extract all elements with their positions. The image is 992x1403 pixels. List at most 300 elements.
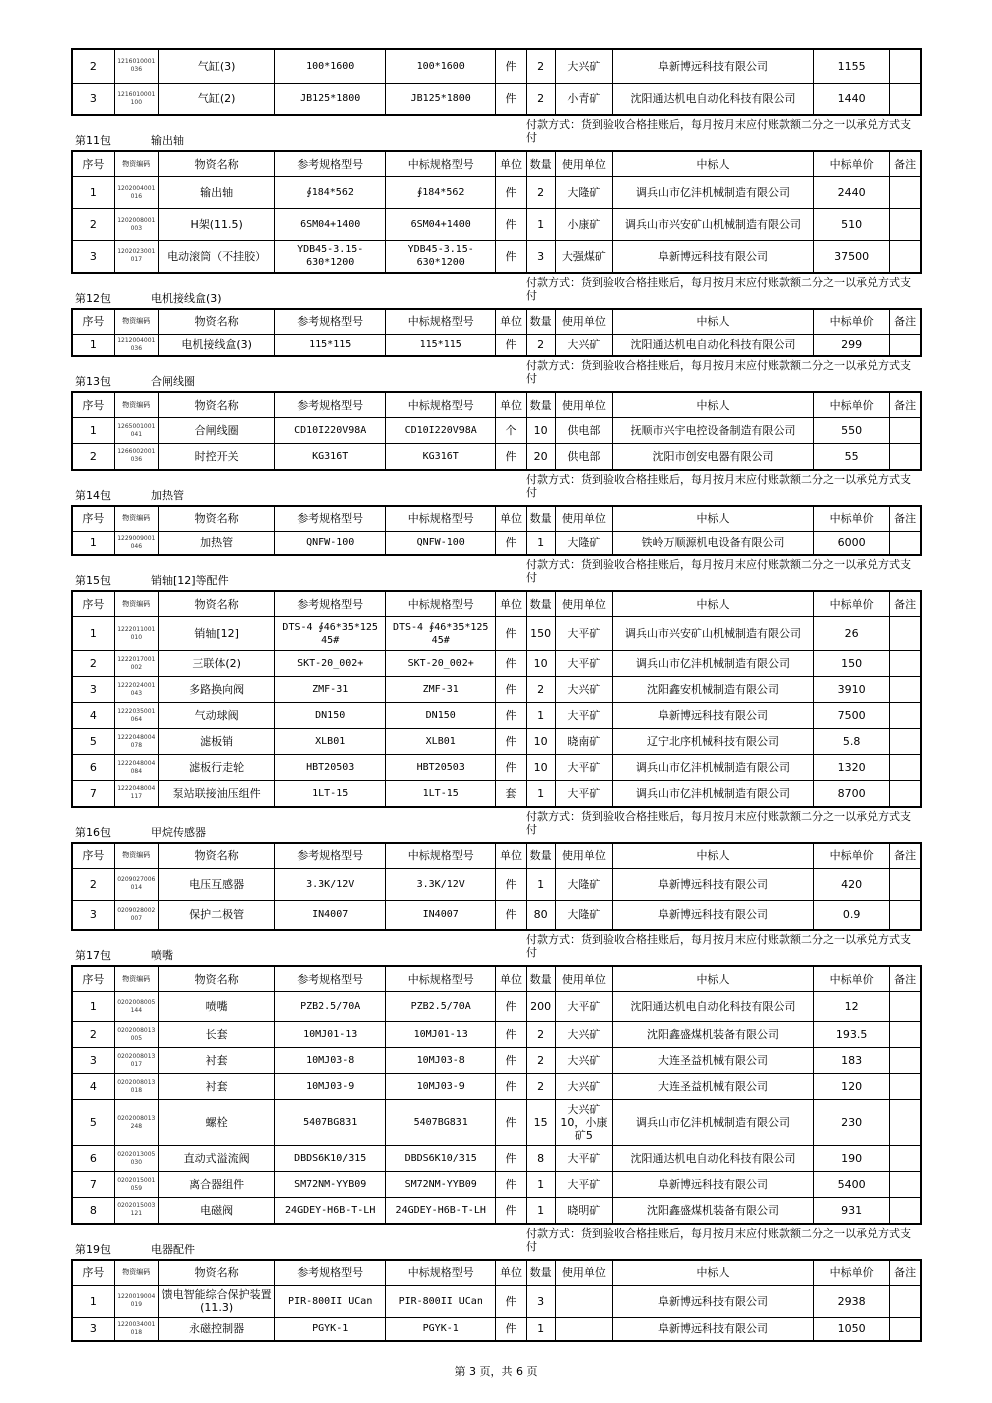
- unit: 件: [496, 49, 526, 83]
- material-code: 1265001001 041: [114, 418, 158, 444]
- unit-price: 230: [813, 1100, 889, 1146]
- table-row: [72, 1172, 921, 1198]
- bid-spec: 5407BG831: [385, 1100, 496, 1146]
- column-header-row-seq: 序号: [72, 309, 114, 335]
- unit: 件: [496, 729, 526, 755]
- bid-spec: KG316T: [385, 444, 496, 470]
- winning-bidder: 调兵山市兴安矿山机械制造有限公司: [613, 209, 814, 241]
- table-header-row: [72, 843, 921, 869]
- column-header-ref-spec: 参考规格型号: [275, 591, 386, 617]
- remarks: [890, 755, 921, 781]
- column-header-remarks: 备注: [890, 591, 921, 617]
- payment-terms: 付款方式：货到验收合格挂账后，每月按月末应付账款额二分之一以承兑方式支付: [526, 472, 911, 499]
- remarks: [890, 49, 921, 83]
- package-header: [71, 556, 922, 590]
- ref-spec: DTS-4 ∮46*35*125 45#: [275, 617, 386, 651]
- unit-price: 183: [813, 1048, 889, 1074]
- unit: 件: [496, 755, 526, 781]
- winning-bidder: 沈阳市创安电器有限公司: [613, 444, 814, 470]
- unit: 件: [496, 83, 526, 115]
- material-name: 电压互感器: [158, 868, 275, 900]
- column-header-bid-spec: 中标规格型号: [385, 843, 496, 869]
- user-unit: 大兴矿: [555, 1022, 612, 1048]
- unit-price: 2938: [813, 1285, 889, 1317]
- winning-bidder: 阜新博远科技有限公司: [613, 900, 814, 930]
- unit: 件: [496, 992, 526, 1022]
- column-header-winning-bidder: 中标人: [613, 309, 814, 335]
- unit: 套: [496, 781, 526, 807]
- material-code: 1222048004 117: [114, 781, 158, 807]
- quantity: 2: [526, 1022, 555, 1048]
- user-unit: 大平矿: [555, 651, 612, 677]
- quantity: 2: [526, 49, 555, 83]
- user-unit: 大平矿: [555, 755, 612, 781]
- row-seq: 6: [72, 755, 114, 781]
- column-header-material-name: 物资名称: [158, 309, 275, 335]
- table-row: [72, 868, 921, 900]
- material-code: 1222011001 010: [114, 617, 158, 651]
- winning-bidder: 大连圣益机械有限公司: [613, 1074, 814, 1100]
- remarks: [890, 992, 921, 1022]
- remarks: [890, 1285, 921, 1317]
- column-header-bid-spec: 中标规格型号: [385, 392, 496, 418]
- package-table: [71, 308, 922, 358]
- winning-bidder: 调兵山市亿沣机械制造有限公司: [613, 177, 814, 209]
- material-code: 0202008013 018: [114, 1074, 158, 1100]
- unit-price: 5.8: [813, 729, 889, 755]
- package-label: 第15包: [75, 574, 111, 587]
- winning-bidder: 沈阳通达机电自动化科技有限公司: [613, 83, 814, 115]
- column-header-winning-bidder: 中标人: [613, 591, 814, 617]
- quantity: 20: [526, 444, 555, 470]
- user-unit: 小青矿: [555, 83, 612, 115]
- bid-spec: 10MJ01-13: [385, 1022, 496, 1048]
- column-header-unit-price: 中标单价: [813, 843, 889, 869]
- unit: 件: [496, 1172, 526, 1198]
- remarks: [890, 868, 921, 900]
- winning-bidder: 阜新博远科技有限公司: [613, 703, 814, 729]
- bid-spec: IN4007: [385, 900, 496, 930]
- remarks: [890, 444, 921, 470]
- material-name: 滤板行走轮: [158, 755, 275, 781]
- package-table: [71, 1259, 922, 1343]
- material-name: 保护二极管: [158, 900, 275, 930]
- bid-spec: PIR-800II UCan: [385, 1285, 496, 1317]
- quantity: 10: [526, 729, 555, 755]
- unit-price: 2440: [813, 177, 889, 209]
- ref-spec: KG316T: [275, 444, 386, 470]
- bid-spec: XLB01: [385, 729, 496, 755]
- table-header-row: [72, 966, 921, 992]
- row-seq: 5: [72, 729, 114, 755]
- procurement-document: [71, 48, 922, 1342]
- column-header-bid-spec: 中标规格型号: [385, 151, 496, 177]
- table-row: [72, 1074, 921, 1100]
- quantity: 10: [526, 755, 555, 781]
- unit: 件: [496, 651, 526, 677]
- package-table: [71, 505, 922, 557]
- unit: 件: [496, 444, 526, 470]
- row-seq: 2: [72, 868, 114, 900]
- table-header-row: [72, 151, 921, 177]
- column-header-unit-price: 中标单价: [813, 1260, 889, 1286]
- ref-spec: 115*115: [275, 334, 386, 356]
- ref-spec: DN150: [275, 703, 386, 729]
- table-row: [72, 444, 921, 470]
- material-name: 输出轴: [158, 177, 275, 209]
- material-name: 泵站联接油压组件: [158, 781, 275, 807]
- package-title: [75, 132, 184, 148]
- unit: 件: [496, 868, 526, 900]
- row-seq: 1: [72, 177, 114, 209]
- package-name: 销轴[12]等配件: [151, 574, 229, 587]
- unit-price: 550: [813, 418, 889, 444]
- remarks: [890, 1022, 921, 1048]
- row-seq: 3: [72, 83, 114, 115]
- package-table: [71, 965, 922, 1225]
- package-name: 喷嘴: [151, 949, 173, 962]
- material-code: 0202008005 144: [114, 992, 158, 1022]
- remarks: [890, 1172, 921, 1198]
- material-name: 电动滚筒（不挂胶）: [158, 241, 275, 273]
- quantity: 2: [526, 83, 555, 115]
- column-header-remarks: 备注: [890, 506, 921, 532]
- column-header-material-code: 物资编码: [114, 151, 158, 177]
- bid-spec: DBDS6K10/315: [385, 1146, 496, 1172]
- row-seq: 2: [72, 651, 114, 677]
- quantity: 1: [526, 703, 555, 729]
- column-header-unit-price: 中标单价: [813, 591, 889, 617]
- winning-bidder: 调兵山市亿沣机械制造有限公司: [613, 781, 814, 807]
- table-row: [72, 177, 921, 209]
- material-name: 电机接线盒(3): [158, 334, 275, 356]
- material-code: 1202004001 016: [114, 177, 158, 209]
- column-header-remarks: 备注: [890, 966, 921, 992]
- winning-bidder: 阜新博远科技有限公司: [613, 1317, 814, 1341]
- material-code: 0202008013 017: [114, 1048, 158, 1074]
- unit: 件: [496, 703, 526, 729]
- quantity: 2: [526, 1074, 555, 1100]
- user-unit: 大隆矿: [555, 531, 612, 555]
- material-code: 1222048004 084: [114, 755, 158, 781]
- column-header-remarks: 备注: [890, 392, 921, 418]
- row-seq: 3: [72, 1048, 114, 1074]
- material-code: 1202023001 017: [114, 241, 158, 273]
- remarks: [890, 651, 921, 677]
- column-header-material-code: 物资编码: [114, 843, 158, 869]
- unit: 件: [496, 900, 526, 930]
- unit-price: 55: [813, 444, 889, 470]
- table-row: [72, 209, 921, 241]
- payment-terms: 付款方式：货到验收合格挂账后，每月按月末应付账款额二分之一以承兑方式支付: [526, 118, 911, 144]
- ref-spec: PIR-800II UCan: [275, 1285, 386, 1317]
- payment-terms: 付款方式：货到验收合格挂账后，每月按月末应付账款额二分之一以承兑方式支付: [526, 933, 911, 959]
- column-header-winning-bidder: 中标人: [613, 506, 814, 532]
- column-header-user-unit: 使用单位: [555, 1260, 612, 1286]
- table-row: [72, 49, 921, 83]
- quantity: 2: [526, 177, 555, 209]
- ref-spec: 24GDEY-H6B-T-LH: [275, 1198, 386, 1224]
- user-unit: 大兴矿: [555, 677, 612, 703]
- unit: 件: [496, 677, 526, 703]
- package-title: [75, 373, 195, 389]
- table-row: [72, 334, 921, 356]
- winning-bidder: 阜新博远科技有限公司: [613, 49, 814, 83]
- payment-terms: 付款方式：货到验收合格挂账后，每月按月末应付账款额二分之一以承兑方式支付: [526, 558, 911, 584]
- row-seq: 3: [72, 1317, 114, 1341]
- user-unit: 大平矿: [555, 703, 612, 729]
- column-header-material-name: 物资名称: [158, 506, 275, 532]
- column-header-unit: 单位: [496, 506, 526, 532]
- remarks: [890, 703, 921, 729]
- user-unit: 大强煤矿: [555, 241, 612, 273]
- unit-price: 7500: [813, 703, 889, 729]
- unit-price: 420: [813, 868, 889, 900]
- payment-terms: 付款方式：货到验收合格挂账后，每月按月末应付账款额二分之一以承兑方式支付: [526, 275, 911, 302]
- column-header-winning-bidder: 中标人: [613, 151, 814, 177]
- winning-bidder: 阜新博远科技有限公司: [613, 868, 814, 900]
- table-row: [72, 241, 921, 273]
- column-header-remarks: 备注: [890, 151, 921, 177]
- column-header-bid-spec: 中标规格型号: [385, 309, 496, 335]
- user-unit: 大平矿: [555, 992, 612, 1022]
- ref-spec: XLB01: [275, 729, 386, 755]
- material-name: 加热管: [158, 531, 275, 555]
- bid-spec: PZB2.5/70A: [385, 992, 496, 1022]
- column-header-quantity: 数量: [526, 392, 555, 418]
- material-name: 三联体(2): [158, 651, 275, 677]
- column-header-ref-spec: 参考规格型号: [275, 843, 386, 869]
- remarks: [890, 900, 921, 930]
- unit: 件: [496, 1048, 526, 1074]
- material-name: 时控开关: [158, 444, 275, 470]
- quantity: 150: [526, 617, 555, 651]
- quantity: 1: [526, 531, 555, 555]
- user-unit: 晓明矿: [555, 1198, 612, 1224]
- column-header-remarks: 备注: [890, 1260, 921, 1286]
- user-unit: [555, 1317, 612, 1341]
- column-header-bid-spec: 中标规格型号: [385, 966, 496, 992]
- quantity: 1: [526, 209, 555, 241]
- winning-bidder: 调兵山市亿沣机械制造有限公司: [613, 651, 814, 677]
- column-header-row-seq: 序号: [72, 506, 114, 532]
- material-code: 1229009001 046: [114, 531, 158, 555]
- material-code: 1216010001 036: [114, 49, 158, 83]
- table-row: [72, 755, 921, 781]
- table-row: [72, 651, 921, 677]
- unit-price: 299: [813, 334, 889, 356]
- remarks: [890, 1100, 921, 1146]
- user-unit: 大兴矿: [555, 1048, 612, 1074]
- package-table: [71, 842, 922, 932]
- unit: 件: [496, 177, 526, 209]
- winning-bidder: 抚顺市兴宇电控设备制造有限公司: [613, 418, 814, 444]
- material-code: 1222048004 078: [114, 729, 158, 755]
- row-seq: 1: [72, 1285, 114, 1317]
- payment-terms: 付款方式：货到验收合格挂账后，每月按月末应付账款额二分之一以承兑方式支付: [526, 359, 911, 385]
- column-header-ref-spec: 参考规格型号: [275, 151, 386, 177]
- unit-price: 1155: [813, 49, 889, 83]
- material-name: 气动球阀: [158, 703, 275, 729]
- column-header-user-unit: 使用单位: [555, 392, 612, 418]
- row-seq: 4: [72, 703, 114, 729]
- unit: 个: [496, 418, 526, 444]
- table-row: [72, 418, 921, 444]
- column-header-row-seq: 序号: [72, 392, 114, 418]
- unit: 件: [496, 334, 526, 356]
- winning-bidder: 调兵山市亿沣机械制造有限公司: [613, 755, 814, 781]
- row-seq: 1: [72, 992, 114, 1022]
- column-header-quantity: 数量: [526, 591, 555, 617]
- bid-spec: PGYK-1: [385, 1317, 496, 1341]
- bid-spec: 115*115: [385, 334, 496, 356]
- column-header-material-code: 物资编码: [114, 506, 158, 532]
- unit: 件: [496, 1074, 526, 1100]
- winning-bidder: 阜新博远科技有限公司: [613, 1172, 814, 1198]
- unit: 件: [496, 1100, 526, 1146]
- quantity: 1: [526, 1172, 555, 1198]
- package-name: 电机接线盒(3): [151, 291, 222, 305]
- user-unit: 大兴矿10，小康矿5: [555, 1100, 612, 1146]
- package-table: [71, 391, 922, 471]
- column-header-quantity: 数量: [526, 151, 555, 177]
- unit-price: 120: [813, 1074, 889, 1100]
- ref-spec: PGYK-1: [275, 1317, 386, 1341]
- column-header-unit-price: 中标单价: [813, 506, 889, 532]
- quantity: 10: [526, 651, 555, 677]
- column-header-user-unit: 使用单位: [555, 591, 612, 617]
- remarks: [890, 1198, 921, 1224]
- package-header: [71, 116, 922, 150]
- table-header-row: [72, 1260, 921, 1286]
- bid-spec: 1LT-15: [385, 781, 496, 807]
- unit-price: 510: [813, 209, 889, 241]
- column-header-unit: 单位: [496, 843, 526, 869]
- ref-spec: SKT-20_002+: [275, 651, 386, 677]
- remarks: [890, 241, 921, 273]
- column-header-unit: 单位: [496, 392, 526, 418]
- unit-price: 5400: [813, 1172, 889, 1198]
- bid-spec: 10MJ03-9: [385, 1074, 496, 1100]
- remarks: [890, 209, 921, 241]
- package-name: 甲烷传感器: [151, 825, 206, 839]
- ref-spec: 10MJ01-13: [275, 1022, 386, 1048]
- ref-spec: ∮184*562: [275, 177, 386, 209]
- column-header-ref-spec: 参考规格型号: [275, 966, 386, 992]
- quantity: 2: [526, 1048, 555, 1074]
- package-header: [71, 471, 922, 505]
- ref-spec: 10MJ03-9: [275, 1074, 386, 1100]
- remarks: [890, 1074, 921, 1100]
- remarks: [890, 729, 921, 755]
- row-seq: 3: [72, 677, 114, 703]
- package-title: [75, 947, 173, 963]
- package-title: [75, 1241, 195, 1257]
- unit: 件: [496, 1146, 526, 1172]
- bid-spec: JB125*1800: [385, 83, 496, 115]
- column-header-material-code: 物资编码: [114, 309, 158, 335]
- unit: 件: [496, 1198, 526, 1224]
- column-header-winning-bidder: 中标人: [613, 843, 814, 869]
- winning-bidder: 阜新博远科技有限公司: [613, 241, 814, 273]
- table-header-row: [72, 309, 921, 335]
- material-name: 销轴[12]: [158, 617, 275, 651]
- column-header-quantity: 数量: [526, 966, 555, 992]
- material-code: 0209027006 014: [114, 868, 158, 900]
- quantity: 1: [526, 1317, 555, 1341]
- winning-bidder: 沈阳通达机电自动化科技有限公司: [613, 992, 814, 1022]
- quantity: 1: [526, 868, 555, 900]
- column-header-unit-price: 中标单价: [813, 392, 889, 418]
- material-code: 1220034001 018: [114, 1317, 158, 1341]
- column-header-material-name: 物资名称: [158, 151, 275, 177]
- package-name: 输出轴: [151, 134, 184, 147]
- bid-spec: YDB45-3.15-630*1200: [385, 241, 496, 273]
- table-header-row: [72, 591, 921, 617]
- column-header-winning-bidder: 中标人: [613, 1260, 814, 1286]
- column-header-row-seq: 序号: [72, 843, 114, 869]
- package-label: 第17包: [75, 949, 111, 962]
- bid-spec: ∮184*562: [385, 177, 496, 209]
- column-header-row-seq: 序号: [72, 151, 114, 177]
- unit-price: 1440: [813, 83, 889, 115]
- user-unit: 晓南矿: [555, 729, 612, 755]
- ref-spec: CD10I220V98A: [275, 418, 386, 444]
- package-header: [71, 808, 922, 842]
- column-header-row-seq: 序号: [72, 591, 114, 617]
- quantity: 8: [526, 1146, 555, 1172]
- bid-spec: QNFW-100: [385, 531, 496, 555]
- package-label: 第13包: [75, 375, 111, 388]
- table-row: [72, 1146, 921, 1172]
- bid-spec: SM72NM-YYB09: [385, 1172, 496, 1198]
- table-row: [72, 1198, 921, 1224]
- user-unit: 供电部: [555, 418, 612, 444]
- unit: 件: [496, 1285, 526, 1317]
- row-seq: 1: [72, 531, 114, 555]
- column-header-unit: 单位: [496, 591, 526, 617]
- unit-price: 3910: [813, 677, 889, 703]
- unit-price: 37500: [813, 241, 889, 273]
- bid-spec: DN150: [385, 703, 496, 729]
- table-row: [72, 703, 921, 729]
- unit-price: 150: [813, 651, 889, 677]
- quantity: 2: [526, 677, 555, 703]
- user-unit: 大兴矿: [555, 1074, 612, 1100]
- table-row: [72, 1048, 921, 1074]
- unit-price: 190: [813, 1146, 889, 1172]
- ref-spec: DBDS6K10/315: [275, 1146, 386, 1172]
- bid-spec: 10MJ03-8: [385, 1048, 496, 1074]
- material-code: 1220019004 019: [114, 1285, 158, 1317]
- material-name: 长套: [158, 1022, 275, 1048]
- winning-bidder: 沈阳鑫盛煤机装备有限公司: [613, 1022, 814, 1048]
- column-header-user-unit: 使用单位: [555, 843, 612, 869]
- column-header-material-name: 物资名称: [158, 843, 275, 869]
- user-unit: 大平矿: [555, 617, 612, 651]
- row-seq: 7: [72, 1172, 114, 1198]
- column-header-remarks: 备注: [890, 309, 921, 335]
- package-name: 加热管: [151, 488, 184, 502]
- ref-spec: 1LT-15: [275, 781, 386, 807]
- column-header-unit-price: 中标单价: [813, 151, 889, 177]
- column-header-row-seq: 序号: [72, 1260, 114, 1286]
- table-row: [72, 1100, 921, 1146]
- unit: 件: [496, 617, 526, 651]
- column-header-winning-bidder: 中标人: [613, 966, 814, 992]
- user-unit: 大隆矿: [555, 177, 612, 209]
- row-seq: 2: [72, 209, 114, 241]
